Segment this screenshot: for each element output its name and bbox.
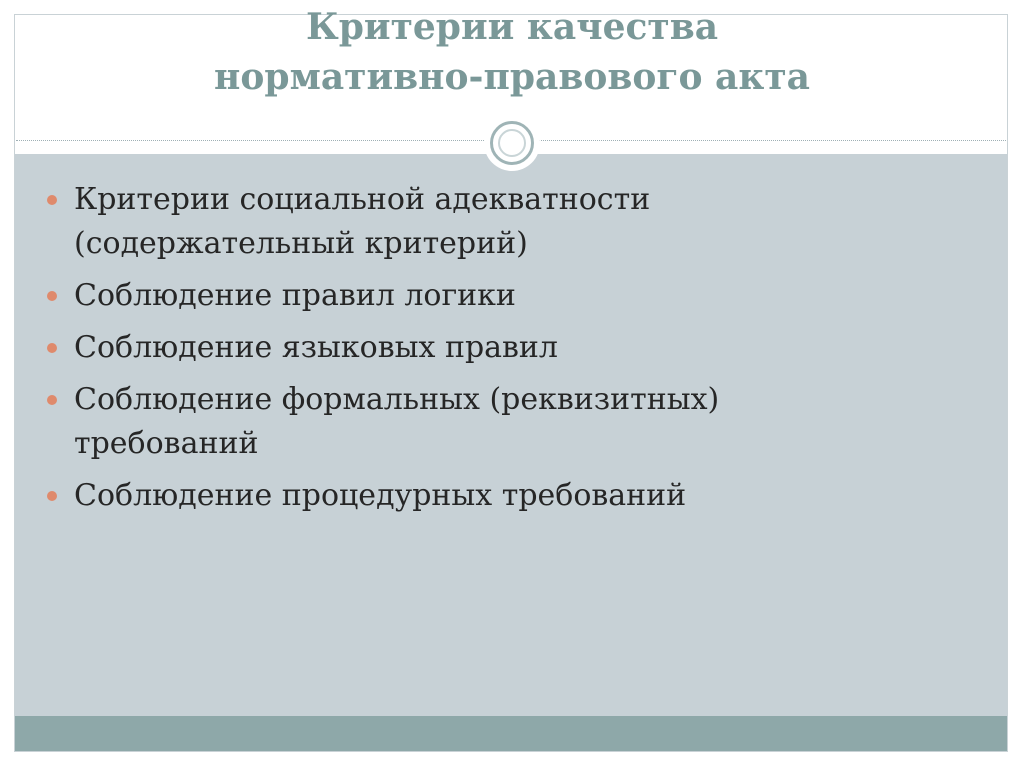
bullet-text-line: Соблюдение языковых правил xyxy=(74,330,558,365)
bullet-item xyxy=(44,378,974,466)
bullet-item xyxy=(44,274,974,318)
slide-title xyxy=(0,2,1024,102)
bullet-text-line: (содержательный критерий) xyxy=(74,226,528,261)
bullet-dot-icon xyxy=(47,343,57,353)
footer-bar xyxy=(15,716,1007,751)
bullet-dot-icon xyxy=(47,291,57,301)
slide-title-line-1: Критерии качества xyxy=(305,6,719,48)
slide-title-line-2: нормативно-правового акта xyxy=(214,56,810,98)
bullet-dot-icon xyxy=(47,395,57,405)
circle-ring-icon xyxy=(484,115,540,171)
bullet-item xyxy=(44,474,974,518)
circle-ring-inner xyxy=(498,129,526,157)
bullet-list xyxy=(44,178,974,526)
bullet-text-line: требований xyxy=(74,426,259,461)
bullet-text-line: Соблюдение правил логики xyxy=(74,278,516,313)
bullet-dot-icon xyxy=(47,491,57,501)
bullet-item xyxy=(44,178,974,266)
circle-ring-outer xyxy=(490,121,534,165)
bullet-text-line: Соблюдение формальных (реквизитных) xyxy=(74,382,720,417)
bullet-text-line: Соблюдение процедурных требований xyxy=(74,478,687,513)
bullet-item xyxy=(44,326,974,370)
bullet-text-line: Критерии социальной адекватности xyxy=(74,182,651,217)
bullet-dot-icon xyxy=(47,195,57,205)
